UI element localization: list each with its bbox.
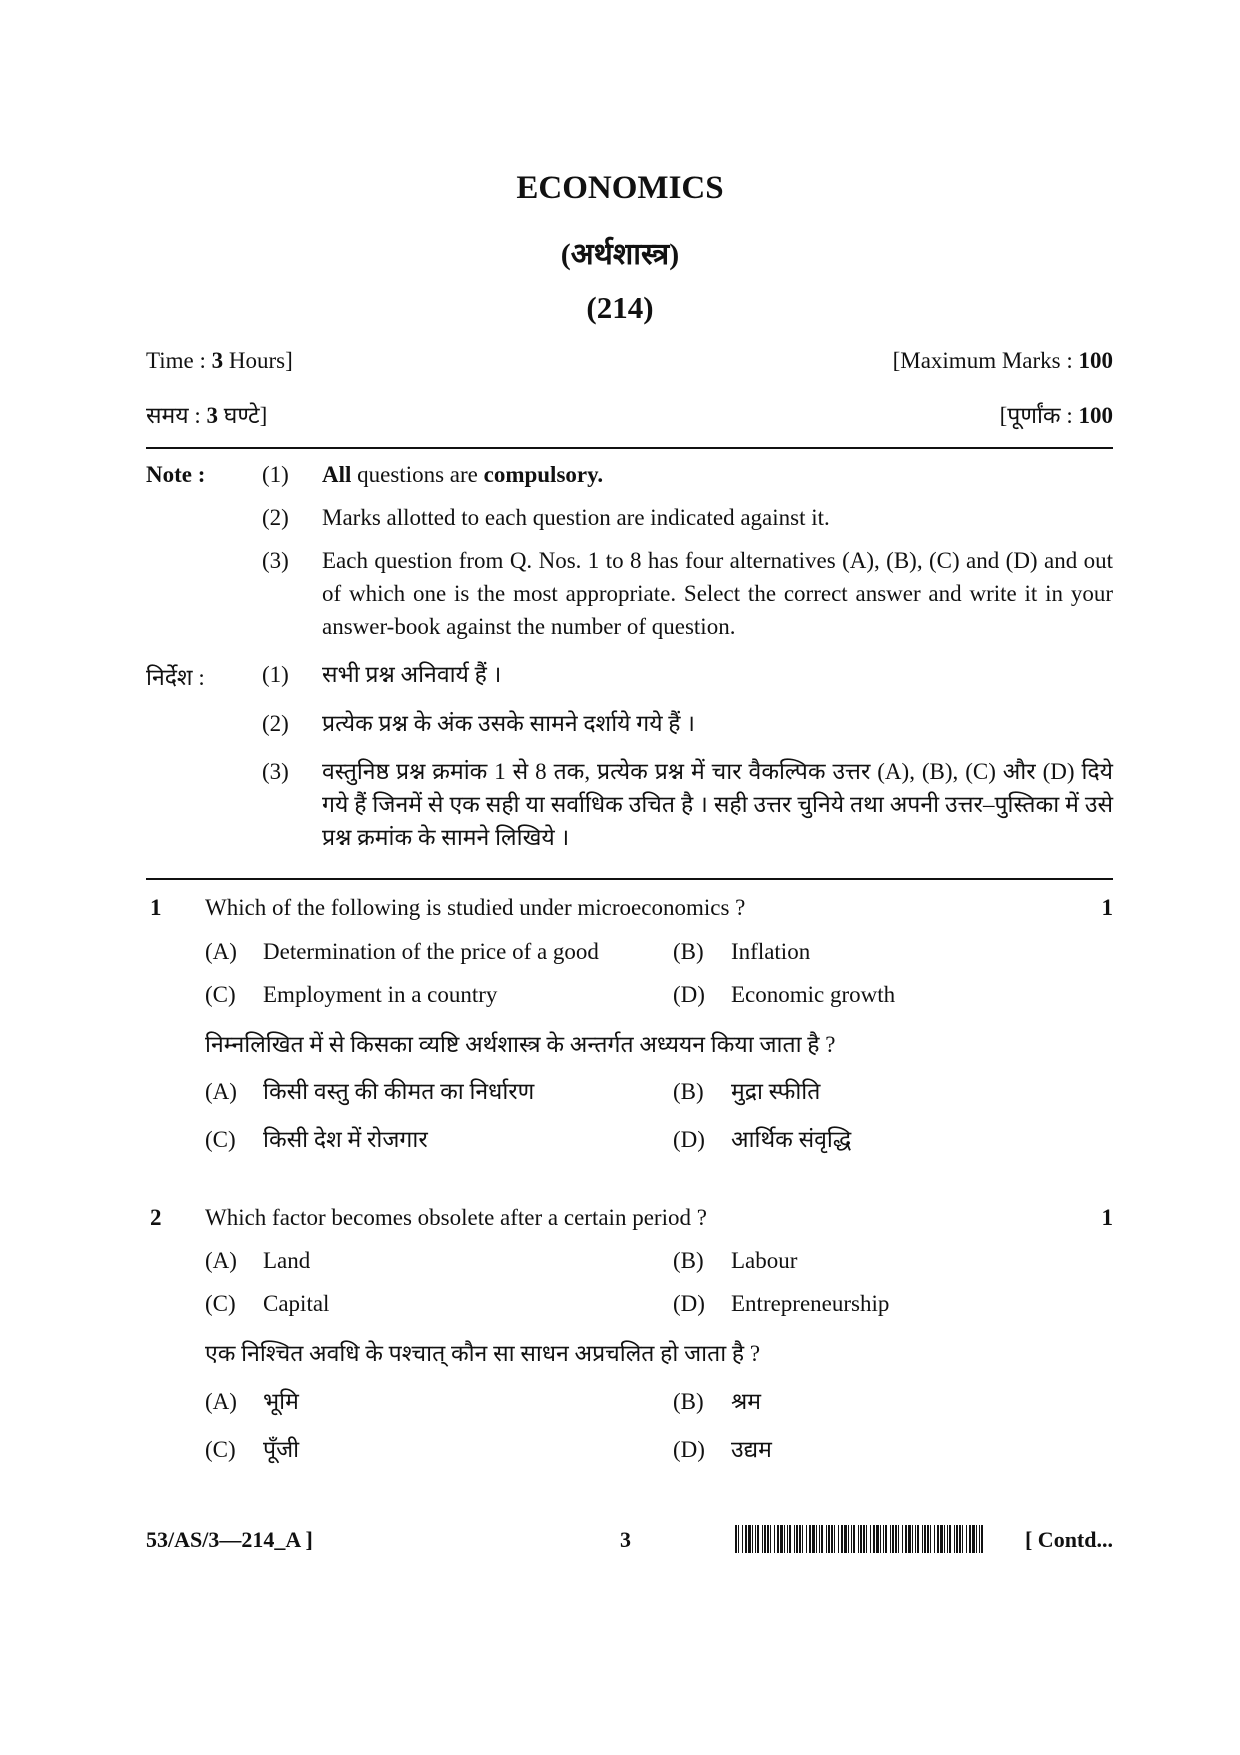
page-title: ECONOMICS [516,170,724,206]
option-en: (C) Employment in a country [205,982,498,1007]
option-hi: (B) मुद्रा स्फीति [673,1079,821,1104]
barcode-bar [806,1525,807,1553]
divider [146,447,1113,449]
barcode-bar [844,1525,847,1553]
barcode-icon [735,1525,985,1553]
question-marks: 1 [1101,1205,1113,1230]
option-hi: (C) पूँजी [205,1437,300,1462]
barcode-bar [873,1525,875,1553]
barcode-bar [812,1525,815,1553]
page-subtitle: (अर्थशास्त्र) [560,238,680,271]
option-en: (D) Economic growth [673,982,896,1007]
barcode-bar [890,1525,891,1553]
barcode-bar [895,1525,897,1553]
barcode-bar [863,1525,865,1553]
barcode-bar [944,1525,945,1553]
barcode-bar [922,1525,923,1553]
barcode-bar [924,1525,926,1553]
barcode-bar [880,1525,881,1553]
question-number: 2 [150,1205,162,1230]
option-en: (D) Entrepreneurship [673,1291,890,1316]
barcode-bar [770,1525,771,1553]
barcode-bar [745,1525,747,1553]
barcode-bar [912,1525,913,1553]
option-en: (A) Land [205,1248,311,1273]
question-text-hi: एक निश्चित अवधि के पश्चात् कौन सा साधन अप्रचलित हो जाता है ? [205,1341,761,1366]
contd-label: [ Contd... [1024,1527,1113,1552]
barcode-bar [787,1525,788,1553]
option-hi: (C) किसी देश में रोजगार [205,1127,428,1152]
barcode-bar [908,1525,911,1553]
barcode-bar [937,1525,939,1553]
question-number: 1 [150,895,162,920]
time-en: Time : 3 Hours] [146,348,293,373]
barcode-bar [809,1525,811,1553]
barcode-bar [838,1525,839,1553]
barcode-bar [738,1525,739,1553]
barcode-bar [966,1525,967,1553]
barcode-bar [979,1525,980,1553]
barcode-bar [799,1525,801,1553]
max-marks-en: [Maximum Marks : 100 [892,348,1113,373]
barcode-bar [762,1525,763,1553]
barcode-bar [831,1525,833,1553]
barcode-bar [784,1525,785,1553]
barcode-bar [905,1525,907,1553]
barcode-bar [816,1525,817,1553]
barcode-bar [934,1525,935,1553]
barcode-bar [826,1525,827,1553]
barcode-bar [789,1525,791,1553]
question-text-hi: निम्नलिखित में से किसका व्यष्टि अर्थशास्त्र के अन्तर्गत अध्ययन किया जाता है ? [205,1032,836,1057]
barcode-bar [757,1525,759,1553]
barcode-bar [748,1525,751,1553]
barcode-bar [752,1525,753,1553]
barcode-bar [949,1525,951,1553]
barcode-bar [915,1525,916,1553]
option-hi: (A) किसी वस्तु की कीमत का निर्धारण [205,1079,535,1104]
divider [146,878,1113,880]
barcode-bar [742,1525,743,1553]
subject-code: (214) [586,290,654,325]
barcode-bar [981,1525,983,1553]
page-number: 3 [620,1527,631,1552]
barcode-bar [848,1525,849,1553]
option-hi: (B) श्रम [673,1389,762,1414]
exam-page: ECONOMICS (अर्थशास्त्र) (214) Time : 3 Hours] [Maximum Marks : 100 समय : 3 घण्टे] [पूर्णांक : 100 Note : (1) All questions are compulsory. (2) Marks allotted to each question are indicated against it. (3) Each question from Q. Nos. 1 to 8 has four alternatives (A), (B), (C) and (D) and out of which one is the most appropriate. Select the correct answer and write it in your answer-book against the number of question. निर्देश : (1) सभी प्रश्न अनिवार्य हैं । (2) प्रत्येक प्रश्न के अंक उसके सामने दर्शाये गये हैं । (3) वस्तुनिष्ठ प्रश्न क्रमांक 1 से 8 तक, प्रत्येक प्रश्न में चार वैकल्पिक उत्तर (A), (B), (C) और (D) दिये गये हैं जिनमें से एक सही या सर्वाधिक उचित है । सही उत्तर चुनिये तथा अपनी उत्तर–पुस्तिका में उसे प्रश्न क्रमांक के सामने लिखिये । 1 Which of the following is studied under microeconomics ? 1 (A) Determination of the price of a good (B) Inflation (C) Employment in a country (D) Economic growth निम्नलिखित में से किसका व्यष्टि अर्थशास्त्र के अन्तर्गत अध्ययन किया जाता है ? (A) किसी वस्तु की कीमत का निर्धारण (B) मुद्रा स्फीति (C) किसी देश में रोजगार (D) आर्थिक संवृद्धि 2 Which factor becomes obsolete after a certain period ? 1 (A) Land (B) Labour (C) Capital (D) Entrepreneurship एक निश्चित अवधि के पश्चात् कौन सा साधन अप्रचलित हो जाता है ? (A) भूमि (B) श्रम (C) पूँजी (D) उद्यम 53/AS/3—214_A ] 3 [ Contd... [0,0,1240,1755]
barcode-bar [828,1525,830,1553]
barcode-bar [794,1525,795,1553]
barcode-bar [851,1525,852,1553]
option-en: (C) Capital [205,1291,330,1316]
barcode-bar [774,1525,775,1553]
barcode-bar [969,1525,971,1553]
barcode-bar [956,1525,958,1553]
barcode-bar [917,1525,919,1553]
barcode-bar [870,1525,871,1553]
barcode-bar [858,1525,859,1553]
option-hi: (D) उद्यम [673,1437,772,1462]
barcode-bar [866,1525,867,1553]
barcode-bar [834,1525,835,1553]
barcode-bar [898,1525,899,1553]
barcode-bar [972,1525,975,1553]
barcode-bar [954,1525,955,1553]
barcode-bar [962,1525,963,1553]
barcode-bar [821,1525,823,1553]
note-label-en: Note : [146,462,206,487]
barcode-bar [860,1525,862,1553]
note-label-hi: निर्देश : [146,665,205,690]
barcode-bar [841,1525,843,1553]
barcode-bar [940,1525,943,1553]
option-hi: (A) भूमि [205,1389,299,1414]
option-hi: (D) आर्थिक संवृद्धि [673,1127,852,1152]
max-marks-hi: [पूर्णांक : 100 [999,403,1113,428]
barcode-bar [892,1525,894,1553]
barcode-bar [927,1525,929,1553]
question-marks: 1 [1101,895,1113,920]
barcode-bar [853,1525,855,1553]
barcode-bar [767,1525,769,1553]
barcode-bar [930,1525,931,1553]
option-en: (A) Determination of the price of a good [205,939,599,964]
option-en: (B) Labour [673,1248,798,1273]
time-hi: समय : 3 घण्टे] [146,403,268,428]
barcode-bar [802,1525,803,1553]
barcode-bar [883,1525,884,1553]
barcode-bar [885,1525,887,1553]
option-en: (B) Inflation [673,939,811,964]
barcode-bar [764,1525,766,1553]
question-text-en: Which factor becomes obsolete after a certain period ? [205,1205,707,1230]
barcode-bar [959,1525,961,1553]
barcode-bar [796,1525,798,1553]
barcode-bar [780,1525,783,1553]
barcode-bar [876,1525,879,1553]
question-text-en: Which of the following is studied under microeconomics ? [205,895,746,920]
barcode-bar [819,1525,820,1553]
barcode-bar [777,1525,779,1553]
barcode-bar [755,1525,756,1553]
barcode-bar [976,1525,977,1553]
paper-code: 53/AS/3—214_A ] [146,1527,313,1552]
barcode-bar [947,1525,948,1553]
barcode-bar [902,1525,903,1553]
barcode-bar [735,1525,737,1553]
